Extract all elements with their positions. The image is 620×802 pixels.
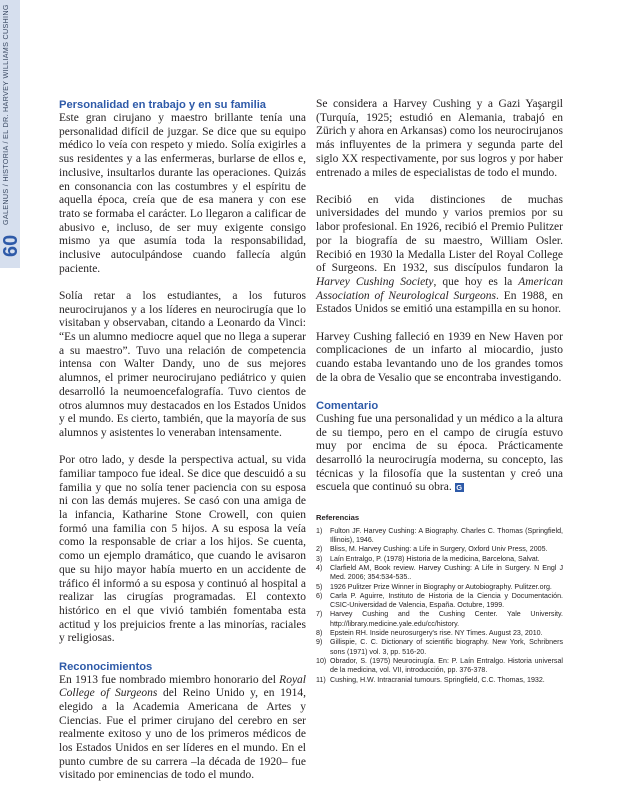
reference-item [316,629,563,638]
reference-number: 10) [316,656,327,665]
paragraph: Se considera a Harvey Cushing y a Gazi Yaşargil (Turquía, 1925; estudió en Alemania, trabajó en Zürich y ahora en Arkansas) como los neurocirujanos más influyentes de la primera y segunda parte del siglo XX respectivamente, por sus logros y por haber entrenado a miles de especialistas de todo el mundo. [316,98,563,179]
paragraph [316,413,563,495]
end-mark-icon: G [456,483,463,493]
reference-item [316,564,563,583]
emphasis: American Association of Neurological Surgeons [316,275,563,302]
reference-item [316,676,563,685]
text-run: Cushing fue una personalidad y un médico a la altura de su tiempo, pero en el campo de cirugía estuvo muy por encima de su época. Prácticamente desarrolló la neurocirugía moderna, su concepto, las técnicas y la filosofía que la sustentan y creó una escuela que continuó su obra. [316,412,563,494]
text-run: En 1913 fue nombrado miembro honorario del [59,673,280,686]
reference-item [316,545,563,554]
emphasis: Royal College of Surgeons [59,673,306,700]
section-title-reconocimientos: Reconocimientos [59,660,153,673]
reference-item [316,583,563,592]
paragraph [59,674,306,784]
reference-number: 7) [316,610,323,619]
references-list [316,527,563,685]
reference-text: Epstein RH. Inside neurosurgery's rise. NY Times. August 23, 2010. [330,629,543,638]
section-title-personalidad: Personalidad en trabajo y en su familia [59,99,267,111]
reference-number: 11) [316,675,326,684]
emphasis: Harvey Cushing Society [316,275,434,288]
reference-item [316,657,563,676]
paragraph: Harvey Cushing falleció en 1939 en New Haven por complicaciones de un infarto al miocardio, justo cuando estaba levantando uno de los grandes tomos de la obra de Vesalio que se encontraba investigando. [316,330,563,384]
running-head: GALENUS / HISTORIA / EL DR. HARVEY WILLIAMS CUSHING [1,4,10,225]
paragraph [316,194,563,317]
sidebar-band [0,0,20,268]
reference-text: Bliss, M. Harvey Cushing: a Life in Surgery, Oxford Univ Press, 2005. [330,545,548,554]
text-run: Recibió en vida distinciones de muchas universidades del mundo y varios premios por su labor profesional. En 1926, recibió el Premio Pulitzer por la biografía de su maestro, William Osler. Recibió en 1930 la Medalla Lister del Royal College of Surgeons. En 1932, sus discípulos fundaron la [316,193,563,275]
section-title-comentario: Comentario [316,399,379,412]
reference-text: Clarfield AM, Book review. Harvey Cushing: A Life in Surgery. N Engl J Med. 2006; 354:534-535.. [330,563,563,582]
reference-item [316,638,563,657]
reference-number: 9) [316,638,323,647]
reference-item [316,610,563,629]
reference-text: 1926 Pulitzer Prize Winner in Biography or Autobiography. Pulitzer.org. [330,582,552,591]
text-run: . En 1988, en Estados Unidos se emitió una estampilla en su honor. [316,289,563,316]
reference-text: Harvey Cushing and the Cushing Center. Yale University. http://library.medicine.yale.edu/cc/history. [330,610,563,628]
reference-number: 6) [316,591,323,600]
page-number: 60 [0,234,22,258]
text-run: del Reino Unido y, en 1914, elegido a la Academia Americana de Artes y Ciencias. Fue el primer cirujano del cerebro en ser realmente exitoso y uno de los primeros médicos de los Estados Unidos en ser líderes en el mundo. En el punto cumbre de su carrera –la década de 1920– fue visitado por eminencias de todo el mundo. [59,687,306,782]
paragraph: Solía retar a los estudiantes, a los futuros neurocirujanos y a los líderes en neurocirugía que lo visitaban y observaban, citando a Leonardo da Vinci: “Es un alumno mediocre aquel que no llega a superar a su maestro”. Tuvo una relación de competencia intensa con Walter Dandy, uno de sus mejores alumnos, el primer neurocirujano pediátrico y quien desarrolló la neumoencefalografía. Tuvo cientos de otros alumnos muy destacados en los Estados Unidos y el mundo. Es cierto, también, que la mayoría de sus alumnos y asistentes lo veneraban intensamente. [59,289,306,439]
reference-text: Obrador, S. (1975) Neurocirugía. En: P. Laín Entralgo. Historia universal de la medicina, vol. VII, introducción, pp. 376-378. [330,656,563,675]
reference-number: 8) [316,629,323,638]
reference-text: Fulton JF. Harvey Cushing: A Biography. Charles C. Thomas (Springfield, Illinois), 1946. [330,526,563,545]
text-run: , que hoy es la [433,275,519,288]
paragraph: Este gran cirujano y maestro brillante tenía una personalidad difícil de juzgar. Se dice que su equipo médico lo veía con respeto y miedo. Solía exigirles a sus residentes y a las enfermeras, burlarse de ellos e, inclusive, insultarlos durante las operaciones. Quizás en consonancia con las costumbres y el espíritu de aquella época, creía que de esa manera y con ese trato se formaba el carácter. Lo llegaron a calificar de abusivo e, incluso, de ser muy exigente consigo mismo ya que asumía toda la responsabilidad, inclusive autoculpándose cuando fallecía algún paciente. [59,112,306,275]
references-title: Referencias [316,513,360,523]
reference-number: 1) [316,526,323,535]
reference-number: 4) [316,563,323,572]
right-column [316,98,563,685]
reference-item [316,592,563,611]
reference-text: Cushing, H.W. Intracranial tumours. Springfield, C.C. Thomas, 1932. [330,675,545,684]
reference-item [316,555,563,564]
reference-number: 3) [316,554,323,563]
reference-item [316,527,563,546]
left-column [59,98,306,797]
paragraph: Por otro lado, y desde la perspectiva actual, su vida familiar tampoco fue ideal. Se dice que descuidó a su familia y que no solía tener paciencia con su esposa ni con las demás mujeres. Se casó con una amiga de la infancia, Katharine Stone Crowell, con quien formó una familia con 5 hijos. A su esposa la veía como la responsable de criar a los hijos. Se cuenta, como un ejemplo dramático, que cuando le avisaron que su hijo mayor había muerto en un accidente de tráfico él informó a su esposa y continuó al hospital a realizar las cirugías programadas. El contexto histórico en el que vivió también fomentaba esta actitud y los prejuicios frente a las minorías, raciales y religiosas. [59,454,306,645]
reference-text: Gillispie, C. C. Dictionary of scientific biography. New York, Schribners sons (1971) vol. 3, pp. 516-20. [330,638,563,656]
reference-text: Laín Entralgo, P. (1978) Historia de la medicina, Barcelona, Salvat. [330,554,540,563]
reference-number: 2) [316,545,323,554]
reference-text: Carla P. Aguirre, Instituto de Historia de la Ciencia y Documentación. CSIC-Universidad de Valencia, España. Octubre, 1999. [330,591,563,610]
reference-number: 5) [316,582,323,591]
